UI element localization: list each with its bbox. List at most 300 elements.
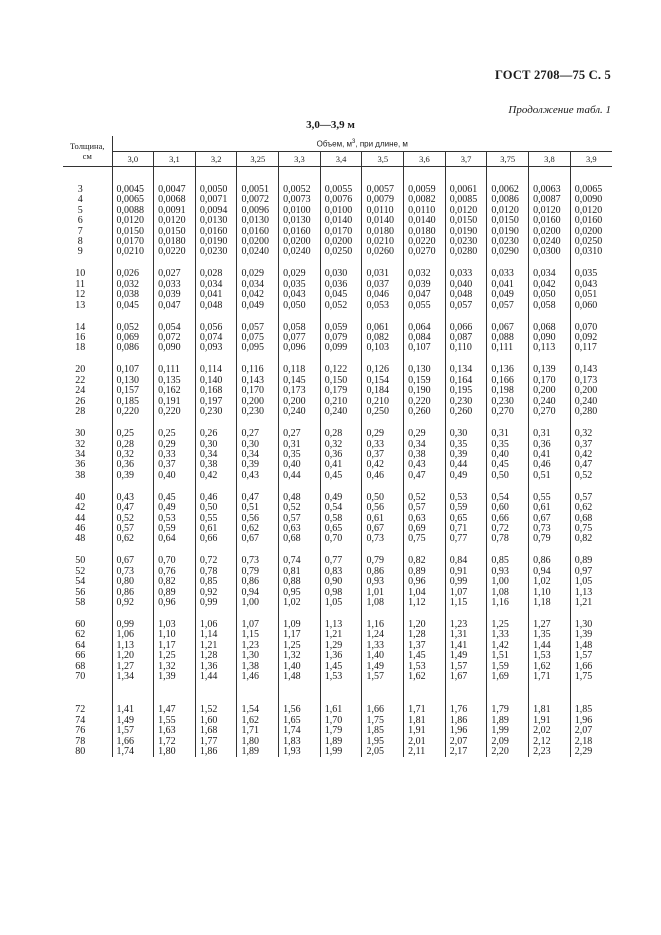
volume-cell: 0,0065 <box>574 184 603 195</box>
length-header-cell: 3,75 <box>487 152 529 167</box>
volume-cell: 0,62 <box>112 534 154 544</box>
thickness-cell: 46 <box>63 524 112 534</box>
volume-cell: 0,034 <box>195 280 237 290</box>
volume-cell: 1,79 <box>487 705 529 715</box>
thickness-column-header <box>63 136 112 167</box>
volume-cell: 1,12 <box>404 598 446 608</box>
volume-cell: 1,77 <box>195 737 237 747</box>
volume-cell: 1,51 <box>487 651 529 661</box>
volume-cell: 0,37 <box>362 450 404 460</box>
volume-cell: 1,81 <box>404 716 446 726</box>
volume-cell: 0,51 <box>237 503 279 513</box>
volume-cell: 0,0240 <box>529 237 571 247</box>
volume-cell: 0,093 <box>195 343 237 353</box>
volume-cell: 0,85 <box>487 556 529 566</box>
volume-cell: 1,85 <box>362 726 404 736</box>
volume-cell: 0,99 <box>112 620 154 630</box>
volume-cell: 0,046 <box>362 290 404 300</box>
volume-cell: 0,39 <box>237 460 279 470</box>
volume-cell: 1,28 <box>404 630 446 640</box>
volume-cell: 1,10 <box>154 630 196 640</box>
thickness-cell: 11 <box>63 280 112 290</box>
volume-cell: 0,0290 <box>487 247 529 257</box>
thickness-cell: 50 <box>63 556 112 566</box>
volume-cell: 0,62 <box>237 524 279 534</box>
volume-cell: 0,79 <box>529 534 571 544</box>
spacer-cell <box>487 167 529 186</box>
volume-cell: 0,39 <box>445 450 487 460</box>
volume-cell: 1,45 <box>404 651 446 661</box>
volume-cell: 1,25 <box>154 651 196 661</box>
volume-cell: 1,93 <box>279 747 321 757</box>
volume-cell: 0,93 <box>362 577 404 587</box>
volume-cell: 0,0094 <box>195 206 237 216</box>
volume-cell: 0,73 <box>529 524 571 534</box>
spacer-cell <box>63 311 112 323</box>
volume-cell: 0,260 <box>445 407 487 417</box>
spacer-cell <box>487 311 529 323</box>
volume-cell: 0,066 <box>445 323 487 333</box>
volume-cell: 0,55 <box>195 514 237 524</box>
spacer-cell <box>570 682 612 705</box>
volume-cell: 1,48 <box>574 639 593 651</box>
volume-table <box>63 136 612 757</box>
volume-cell: 0,0160 <box>574 215 603 227</box>
volume-cell: 1,57 <box>574 650 593 662</box>
volume-cell: 1,16 <box>362 620 404 630</box>
volume-cell: 0,47 <box>237 493 279 503</box>
volume-cell: 0,0140 <box>362 216 404 226</box>
spacer-cell <box>112 311 154 323</box>
volume-cell: 1,57 <box>112 726 154 736</box>
length-header-cell: 3,3 <box>279 152 321 167</box>
volume-cell: 0,32 <box>320 440 362 450</box>
volume-cell: 0,210 <box>320 397 362 407</box>
volume-cell: 1,49 <box>445 651 487 661</box>
volume-cell: 0,31 <box>279 440 321 450</box>
volume-cell: 0,0250 <box>320 247 362 257</box>
volume-cell: 1,06 <box>195 620 237 630</box>
volume-cell: 0,47 <box>404 471 446 481</box>
volume-cell: 0,037 <box>362 280 404 290</box>
volume-cell: 0,118 <box>279 365 321 375</box>
volume-cell: 0,0086 <box>487 195 529 205</box>
volume-cell: 0,73 <box>237 556 279 566</box>
volume-cell: 0,074 <box>195 333 237 343</box>
thickness-cell: 10 <box>63 269 112 279</box>
volume-cell: 1,76 <box>445 705 487 715</box>
volume-cell: 1,07 <box>237 620 279 630</box>
volume-cell: 0,77 <box>320 556 362 566</box>
volume-cell: 0,240 <box>574 395 598 407</box>
volume-cell: 0,26 <box>195 429 237 439</box>
volume-cell: 0,107 <box>404 343 446 353</box>
volume-cell: 1,49 <box>362 662 404 672</box>
thickness-cell: 7 <box>63 227 112 237</box>
thickness-cell: 74 <box>63 716 112 726</box>
volume-cell: 1,47 <box>154 705 196 715</box>
volume-cell: 1,18 <box>529 598 571 608</box>
spacer-cell <box>63 682 112 705</box>
volume-cell: 0,230 <box>195 407 237 417</box>
volume-cell: 0,090 <box>154 343 196 353</box>
volume-cell: 0,0085 <box>445 195 487 205</box>
volume-cell: 0,54 <box>487 493 529 503</box>
volume-cell: 0,99 <box>195 598 237 608</box>
volume-cell: 1,49 <box>112 716 154 726</box>
volume-cell: 0,25 <box>154 429 196 439</box>
volume-cell: 0,143 <box>237 376 279 386</box>
volume-header-superscript: 3 <box>352 139 356 146</box>
volume-cell: 0,88 <box>279 577 321 587</box>
volume-cell: 0,042 <box>529 280 571 290</box>
volume-cell: 0,058 <box>279 323 321 333</box>
volume-cell: 0,045 <box>320 290 362 300</box>
volume-cell: 1,17 <box>154 641 196 651</box>
volume-cell: 0,032 <box>404 269 446 279</box>
volume-cell: 0,173 <box>279 386 321 396</box>
volume-cell: 1,75 <box>362 716 404 726</box>
volume-cell: 0,050 <box>279 301 321 311</box>
volume-cell: 0,31 <box>487 429 529 439</box>
table-row <box>63 534 612 544</box>
volume-cell: 0,66 <box>195 534 237 544</box>
volume-cell: 1,41 <box>445 641 487 651</box>
volume-cell: 0,0230 <box>487 237 529 247</box>
volume-cell: 0,56 <box>362 503 404 513</box>
volume-cell: 0,32 <box>574 428 593 440</box>
length-header-cell: 3,25 <box>237 152 279 167</box>
volume-cell: 0,240 <box>279 407 321 417</box>
volume-cell: 1,52 <box>195 705 237 715</box>
volume-cell: 0,122 <box>320 365 362 375</box>
volume-cell: 0,25 <box>112 429 154 439</box>
volume-cell: 0,55 <box>529 493 571 503</box>
thickness-cell: 28 <box>63 407 112 417</box>
volume-cell: 0,0240 <box>279 247 321 257</box>
volume-cell: 1,13 <box>112 641 154 651</box>
thickness-cell: 56 <box>63 588 112 598</box>
volume-cell: 0,69 <box>404 524 446 534</box>
volume-cell: 1,57 <box>445 662 487 672</box>
volume-cell: 0,29 <box>154 440 196 450</box>
volume-cell: 0,045 <box>112 301 154 311</box>
volume-cell: 0,68 <box>574 512 593 524</box>
volume-cell: 0,28 <box>112 440 154 450</box>
volume-cell: 0,89 <box>154 588 196 598</box>
spacer-cell <box>237 311 279 323</box>
volume-cell: 0,84 <box>445 556 487 566</box>
volume-cell: 1,06 <box>112 630 154 640</box>
volume-cell: 0,59 <box>154 524 196 534</box>
volume-cell: 1,79 <box>320 726 362 736</box>
volume-cell: 0,0130 <box>279 216 321 226</box>
volume-cell: 0,210 <box>362 397 404 407</box>
volume-cell: 1,03 <box>154 620 196 630</box>
volume-cell: 0,0096 <box>237 206 279 216</box>
volume-cell: 0,0073 <box>279 195 321 205</box>
volume-cell: 0,37 <box>154 460 196 470</box>
spacer-cell <box>445 682 487 705</box>
volume-cell: 0,0090 <box>574 194 603 206</box>
volume-cell: 1,85 <box>574 704 593 716</box>
volume-cell: 0,27 <box>237 429 279 439</box>
volume-cell: 0,170 <box>529 376 571 386</box>
volume-cell: 0,67 <box>237 534 279 544</box>
spacer-cell <box>63 608 112 620</box>
volume-cell: 0,0260 <box>362 247 404 257</box>
thickness-cell: 76 <box>63 726 112 736</box>
table-row <box>63 747 612 757</box>
volume-cell: 0,162 <box>154 386 196 396</box>
volume-cell: 1,21 <box>320 630 362 640</box>
volume-cell: 1,61 <box>320 705 362 715</box>
volume-cell: 0,049 <box>237 301 279 311</box>
table-row <box>63 598 612 608</box>
volume-cell: 0,072 <box>154 333 196 343</box>
volume-cell: 0,46 <box>362 471 404 481</box>
volume-cell: 0,230 <box>487 397 529 407</box>
volume-cell: 1,55 <box>154 716 196 726</box>
volume-cell: 0,65 <box>320 524 362 534</box>
spacer-cell <box>404 682 446 705</box>
volume-cell: 0,57 <box>404 503 446 513</box>
volume-cell: 0,52 <box>574 469 593 481</box>
thickness-cell: 62 <box>63 630 112 640</box>
volume-cell: 1,35 <box>529 630 571 640</box>
volume-cell: 0,0045 <box>112 185 154 195</box>
volume-cell: 0,0079 <box>362 195 404 205</box>
volume-cell: 0,200 <box>237 397 279 407</box>
volume-cell: 0,54 <box>320 503 362 513</box>
volume-cell: 0,41 <box>320 460 362 470</box>
volume-cell: 0,0088 <box>112 206 154 216</box>
volume-cell: 0,0200 <box>574 225 603 237</box>
volume-cell: 0,57 <box>279 514 321 524</box>
volume-cell: 0,52 <box>112 514 154 524</box>
volume-cell: 0,53 <box>154 514 196 524</box>
volume-cell: 2,01 <box>404 737 446 747</box>
volume-cell: 1,28 <box>195 651 237 661</box>
volume-cell: 1,00 <box>487 577 529 587</box>
volume-cell: 1,99 <box>487 726 529 736</box>
volume-cell: 0,068 <box>529 323 571 333</box>
thickness-cell: 20 <box>63 365 112 375</box>
volume-cell: 0,49 <box>445 471 487 481</box>
length-header-cell: 3,5 <box>362 152 404 167</box>
spacer-cell <box>320 167 362 186</box>
volume-cell: 0,28 <box>320 429 362 439</box>
volume-cell: 0,46 <box>529 460 571 470</box>
volume-cell: 0,76 <box>154 567 196 577</box>
table-row <box>63 301 612 311</box>
volume-cell: 0,032 <box>112 280 154 290</box>
volume-cell: 0,0150 <box>112 227 154 237</box>
volume-cell: 1,29 <box>320 641 362 651</box>
volume-cell: 1,44 <box>195 672 237 682</box>
volume-cell: 0,81 <box>279 567 321 577</box>
volume-cell: 0,111 <box>487 343 529 353</box>
volume-cell: 0,0055 <box>320 185 362 195</box>
volume-cell: 0,97 <box>574 565 593 577</box>
volume-cell: 0,82 <box>154 577 196 587</box>
volume-cell: 0,36 <box>529 440 571 450</box>
volume-cell: 0,0068 <box>154 195 196 205</box>
volume-cell: 0,51 <box>529 471 571 481</box>
volume-cell: 0,0230 <box>195 247 237 257</box>
thickness-cell: 34 <box>63 450 112 460</box>
volume-cell: 0,48 <box>279 493 321 503</box>
volume-cell: 0,036 <box>320 280 362 290</box>
volume-cell: 0,0047 <box>154 185 196 195</box>
volume-cell: 1,25 <box>279 641 321 651</box>
volume-cell: 1,72 <box>154 737 196 747</box>
volume-cell: 0,135 <box>154 376 196 386</box>
volume-cell: 0,191 <box>154 397 196 407</box>
volume-cell: 0,80 <box>112 577 154 587</box>
volume-cell: 0,0050 <box>195 185 237 195</box>
volume-cell: 0,057 <box>487 301 529 311</box>
volume-cell: 0,61 <box>362 514 404 524</box>
volume-cell: 0,048 <box>445 290 487 300</box>
volume-cell: 1,62 <box>237 716 279 726</box>
volume-cell: 0,99 <box>445 577 487 587</box>
volume-cell: 0,0065 <box>112 195 154 205</box>
volume-cell: 0,090 <box>529 333 571 343</box>
volume-cell: 0,052 <box>320 301 362 311</box>
volume-cell: 0,34 <box>195 450 237 460</box>
thickness-cell: 72 <box>63 705 112 715</box>
volume-cell: 0,35 <box>487 440 529 450</box>
volume-cell: 0,026 <box>112 269 154 279</box>
volume-cell: 0,0072 <box>237 195 279 205</box>
volume-cell: 0,0100 <box>320 206 362 216</box>
spacer-cell <box>404 311 446 323</box>
volume-cell: 0,36 <box>112 460 154 470</box>
volume-cell: 1,02 <box>529 577 571 587</box>
volume-cell: 0,63 <box>404 514 446 524</box>
volume-cell: 0,94 <box>237 588 279 598</box>
volume-cell: 1,70 <box>320 716 362 726</box>
volume-cell: 0,89 <box>404 567 446 577</box>
volume-cell: 0,027 <box>154 269 196 279</box>
thickness-cell: 48 <box>63 534 112 544</box>
volume-cell: 2,02 <box>529 726 571 736</box>
spacer-cell <box>63 167 112 186</box>
length-header-cell: 3,7 <box>445 152 487 167</box>
thickness-cell: 64 <box>63 641 112 651</box>
volume-cell: 0,035 <box>279 280 321 290</box>
volume-cell: 0,0230 <box>445 237 487 247</box>
volume-cell: 0,79 <box>237 567 279 577</box>
table-row <box>63 343 612 353</box>
volume-cell: 0,040 <box>445 280 487 290</box>
spacer-cell <box>154 167 196 186</box>
volume-cell: 2,20 <box>487 747 529 757</box>
volume-cell: 2,12 <box>529 737 571 747</box>
volume-cell: 0,067 <box>487 323 529 333</box>
volume-cell: 0,0071 <box>195 195 237 205</box>
volume-cell: 1,45 <box>320 662 362 672</box>
volume-cell: 0,031 <box>362 269 404 279</box>
volume-cell: 0,039 <box>154 290 196 300</box>
volume-cell: 0,67 <box>112 556 154 566</box>
volume-cell: 1,21 <box>574 596 593 608</box>
spacer-cell <box>570 167 612 186</box>
volume-cell: 1,25 <box>487 620 529 630</box>
volume-cell: 0,75 <box>574 522 593 534</box>
volume-cell: 0,43 <box>112 493 154 503</box>
volume-cell: 1,40 <box>279 662 321 672</box>
volume-cell: 1,31 <box>445 630 487 640</box>
volume-cell: 0,42 <box>574 448 593 460</box>
thickness-cell: 78 <box>63 737 112 747</box>
volume-cell: 0,39 <box>112 471 154 481</box>
volume-cell: 0,61 <box>195 524 237 534</box>
volume-cell: 1,66 <box>362 705 404 715</box>
spacer-cell <box>529 682 571 705</box>
table-row <box>63 577 612 587</box>
volume-cell: 0,59 <box>445 503 487 513</box>
thickness-cell: 3 <box>63 185 112 195</box>
volume-cell: 0,0160 <box>279 227 321 237</box>
volume-cell: 0,29 <box>404 429 446 439</box>
volume-cell: 1,27 <box>529 620 571 630</box>
volume-cell: 1,56 <box>279 705 321 715</box>
volume-cell: 0,96 <box>154 598 196 608</box>
length-header-row <box>63 152 612 167</box>
thickness-cell: 12 <box>63 290 112 300</box>
volume-cell: 0,86 <box>529 556 571 566</box>
volume-cell: 0,110 <box>445 343 487 353</box>
spacer-cell <box>195 167 237 186</box>
volume-cell: 0,035 <box>574 268 598 280</box>
volume-cell: 0,0120 <box>574 204 603 216</box>
group-spacer <box>63 682 612 705</box>
volume-cell: 0,0091 <box>154 206 196 216</box>
spacer-cell <box>570 311 612 323</box>
volume-cell: 1,02 <box>279 598 321 608</box>
spacer-cell <box>404 167 446 186</box>
volume-cell: 0,190 <box>404 386 446 396</box>
spacer-cell <box>362 481 404 493</box>
thickness-cell: 80 <box>63 747 112 757</box>
volume-cell: 0,61 <box>529 503 571 513</box>
volume-cell: 0,33 <box>154 450 196 460</box>
volume-cell: 0,195 <box>445 386 487 396</box>
volume-cell: 0,130 <box>404 365 446 375</box>
thickness-cell: 24 <box>63 386 112 396</box>
thickness-cell: 66 <box>63 651 112 661</box>
volume-cell: 0,0310 <box>574 246 603 258</box>
volume-cell: 0,57 <box>574 491 593 503</box>
volume-cell: 0,89 <box>574 555 593 567</box>
volume-cell: 1,33 <box>487 630 529 640</box>
volume-cell: 0,0160 <box>237 227 279 237</box>
volume-cell: 0,0280 <box>445 247 487 257</box>
volume-cell: 0,057 <box>237 323 279 333</box>
volume-cell: 1,71 <box>237 726 279 736</box>
volume-cell: 0,077 <box>279 333 321 343</box>
thickness-cell: 70 <box>63 672 112 682</box>
volume-cell: 1,37 <box>404 641 446 651</box>
volume-cell: 0,0082 <box>404 195 446 205</box>
thickness-cell: 60 <box>63 620 112 630</box>
volume-cell: 0,82 <box>574 533 593 545</box>
volume-cell: 0,43 <box>404 460 446 470</box>
volume-cell: 0,185 <box>112 397 154 407</box>
volume-cell: 0,184 <box>362 386 404 396</box>
